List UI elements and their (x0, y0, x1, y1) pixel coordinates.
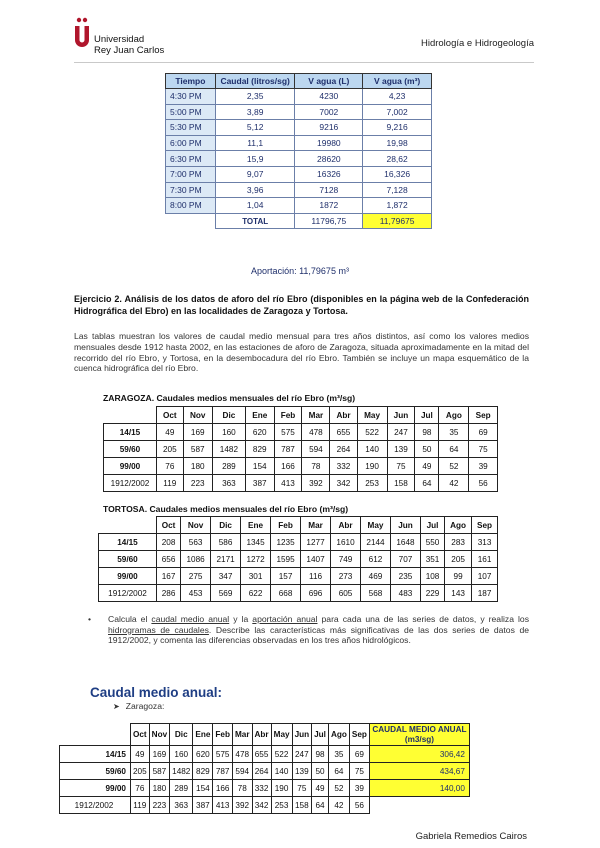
table-cell: 4:30 PM (166, 89, 216, 105)
document-title: Hidrología e Hidrogeología (420, 38, 534, 49)
table-cell: 69 (349, 746, 369, 763)
table-cell: 1,04 (215, 198, 295, 214)
table-cell: 342 (330, 475, 357, 492)
table-row (60, 746, 470, 763)
underlined-term: caudal medio anual (151, 614, 230, 624)
table-cell: 273 (331, 568, 361, 585)
table-cell: 50 (415, 441, 439, 458)
table-row (99, 568, 498, 585)
table-cell: 166 (274, 458, 302, 475)
total-m3: 11,79675 (363, 213, 432, 229)
table-cell: 612 (361, 551, 391, 568)
month-header: Ago (445, 517, 472, 534)
table-cell: 1235 (271, 534, 301, 551)
tortosa-caption: TORTOSA. Caudales medios mensuales del río Ebro (m³/sg) (103, 504, 349, 514)
annual-mean-value: 434,67 (369, 763, 469, 780)
aportacion-text: Aportación: 11,79675 m³ (251, 266, 349, 276)
table-cell: 587 (183, 441, 212, 458)
table-cell: 1,872 (363, 198, 432, 214)
table-cell: 301 (241, 568, 271, 585)
table-cell: 392 (232, 797, 252, 814)
total-row (166, 213, 432, 229)
empty-cell (369, 797, 469, 814)
table-cell: 453 (181, 585, 211, 602)
table-cell: 190 (357, 458, 387, 475)
table-cell: 387 (245, 475, 274, 492)
table-cell: 8:00 PM (166, 198, 216, 214)
table-cell: 1595 (271, 551, 301, 568)
table-cell: 9,07 (215, 166, 295, 182)
month-header: Dic (212, 407, 245, 424)
table-cell: 522 (271, 746, 292, 763)
table-cell: 332 (330, 458, 357, 475)
table-cell: 64 (415, 475, 439, 492)
month-header: Sep (472, 517, 498, 534)
table-cell: 76 (131, 780, 150, 797)
month-header: Ene (245, 407, 274, 424)
table-cell: 78 (232, 780, 252, 797)
row-label: 99/00 (60, 780, 131, 797)
table-cell: 313 (472, 534, 498, 551)
table-cell: 4230 (295, 89, 363, 105)
table-row (166, 89, 432, 105)
table-cell: 42 (328, 797, 349, 814)
sub-item-zaragoza (113, 701, 164, 711)
table-cell: 52 (328, 780, 349, 797)
table-cell: 622 (241, 585, 271, 602)
table-cell: 575 (274, 424, 302, 441)
month-header: Jul (312, 724, 329, 746)
table-cell: 594 (302, 441, 330, 458)
row-label: 14/15 (99, 534, 157, 551)
exercise-title: Ejercicio 2. Análisis de los datos de aforo del río Ebro (disponibles en la página web de la Confederación Hidrográfica del Ebro) en las localidades de Zaragoza y Tortosa. (74, 294, 529, 316)
row-label: 1912/2002 (60, 797, 131, 814)
table-header-row (60, 724, 470, 746)
month-header: Oct (157, 517, 181, 534)
table-cell: 7:00 PM (166, 166, 216, 182)
bullet-text-part: Calcula el (108, 614, 152, 624)
table-cell: 696 (301, 585, 331, 602)
table-cell: 5:00 PM (166, 104, 216, 120)
table-cell: 289 (170, 780, 193, 797)
table-row (99, 551, 498, 568)
table-cell: 569 (211, 585, 241, 602)
table-cell: 169 (149, 746, 169, 763)
month-header: Abr (331, 517, 361, 534)
table-cell: 1482 (212, 441, 245, 458)
month-header: Dic (170, 724, 193, 746)
table-cell: 190 (271, 780, 292, 797)
table-cell: 119 (131, 797, 150, 814)
table-cell: 586 (211, 534, 241, 551)
university-logo-icon (74, 14, 90, 54)
table-cell: 363 (170, 797, 193, 814)
month-header: Sep (349, 724, 369, 746)
table-cell: 342 (252, 797, 271, 814)
table-row (166, 166, 432, 182)
table-cell: 7,002 (363, 104, 432, 120)
bullet-text-part: para cada una de las series de datos, y realiza los (317, 614, 529, 624)
col-header-volume-l: V agua (L) (295, 74, 363, 89)
section-heading: Caudal medio anual: (90, 685, 223, 700)
table-row (166, 182, 432, 198)
table-row (166, 151, 432, 167)
table-row (104, 458, 498, 475)
table-cell: 9216 (295, 120, 363, 136)
row-label: 1912/2002 (99, 585, 157, 602)
table-cell: 140 (271, 763, 292, 780)
row-label: 59/60 (99, 551, 157, 568)
table-cell: 1345 (241, 534, 271, 551)
empty-cell (99, 517, 157, 534)
table-cell: 6:30 PM (166, 151, 216, 167)
table-cell: 235 (391, 568, 421, 585)
table-cell: 161 (472, 551, 498, 568)
table-cell: 4,23 (363, 89, 432, 105)
table-cell: 64 (312, 797, 329, 814)
table-cell: 158 (387, 475, 415, 492)
table-cell: 19,98 (363, 135, 432, 151)
row-label: 59/60 (104, 441, 157, 458)
table-cell: 167 (157, 568, 181, 585)
total-liters: 11796,75 (295, 213, 363, 229)
table-cell: 7:30 PM (166, 182, 216, 198)
table-cell: 39 (349, 780, 369, 797)
col-header-volume-m3: V agua (m³) (363, 74, 432, 89)
table-cell: 205 (131, 763, 150, 780)
row-label: 99/00 (99, 568, 157, 585)
table-cell: 289 (212, 458, 245, 475)
table-cell: 15,9 (215, 151, 295, 167)
table-cell: 6:00 PM (166, 135, 216, 151)
month-header: Oct (131, 724, 150, 746)
exercise-paragraph: Las tablas muestran los valores de caudal medio mensual para tres años distintos, así como los valores medios mensuales desde 1912 hasta 2002, en las estaciones de aforo de Zaragoza, situada aproximadamente en la mitad del recorrido del río Ebro, y Tortosa, en la desembocadura del río Ebro. También se incluye un mapa esquemático de la cuenca hidrográfica del río Ebro. (74, 331, 529, 374)
table-cell: 75 (292, 780, 312, 797)
table-row (104, 475, 498, 492)
table-cell: 7,128 (363, 182, 432, 198)
table-cell: 11,1 (215, 135, 295, 151)
month-header: Ago (328, 724, 349, 746)
bullet-text-part: . Describe las características más significativas de las dos series de datos de 1912/2002, y comenta las diferencias observadas en los tres años hidrológicos. (108, 624, 530, 646)
table-cell: 620 (245, 424, 274, 441)
university-name (94, 34, 164, 56)
table-cell: 154 (245, 458, 274, 475)
table-cell: 392 (302, 475, 330, 492)
table-cell: 223 (149, 797, 169, 814)
table-cell: 28,62 (363, 151, 432, 167)
table-cell: 469 (361, 568, 391, 585)
table-cell: 1482 (170, 763, 193, 780)
row-label: 99/00 (104, 458, 157, 475)
table-cell: 247 (292, 746, 312, 763)
tortosa-table (98, 516, 498, 602)
month-header: Nov (183, 407, 212, 424)
month-header: Mar (301, 517, 331, 534)
table-cell: 157 (271, 568, 301, 585)
table-cell: 1610 (331, 534, 361, 551)
table-cell: 16326 (295, 166, 363, 182)
table-cell: 253 (357, 475, 387, 492)
table-cell: 50 (312, 763, 329, 780)
table-cell: 56 (469, 475, 498, 492)
table-cell: 49 (312, 780, 329, 797)
table-cell: 1407 (301, 551, 331, 568)
table-cell: 42 (439, 475, 469, 492)
table-cell: 668 (271, 585, 301, 602)
table-cell: 180 (183, 458, 212, 475)
month-header: Nov (181, 517, 211, 534)
table-cell: 108 (420, 568, 444, 585)
table-row (104, 441, 498, 458)
table-cell: 16,326 (363, 166, 432, 182)
table-cell: 7002 (295, 104, 363, 120)
flow-measurement-table (165, 73, 432, 229)
table-row (60, 797, 470, 814)
table-cell: 52 (439, 458, 469, 475)
table-cell: 275 (181, 568, 211, 585)
table-cell: 35 (439, 424, 469, 441)
month-header: Ene (193, 724, 213, 746)
table-row (166, 135, 432, 151)
page-header (74, 14, 534, 60)
university-line-1: Universidad (94, 34, 145, 45)
table-cell: 264 (252, 763, 271, 780)
table-cell: 587 (149, 763, 169, 780)
empty-cell (60, 724, 131, 746)
table-cell: 594 (232, 763, 252, 780)
table-cell: 253 (271, 797, 292, 814)
table-cell: 49 (157, 424, 184, 441)
month-header: Feb (213, 724, 233, 746)
zaragoza-caption: ZARAGOZA. Caudales medios mensuales del río Ebro (m³/sg) (103, 393, 356, 403)
table-row (166, 120, 432, 136)
month-header: Feb (274, 407, 302, 424)
table-row (104, 424, 498, 441)
table-cell: 2144 (361, 534, 391, 551)
table-cell: 139 (387, 441, 415, 458)
table-cell: 1872 (295, 198, 363, 214)
table-cell: 247 (387, 424, 415, 441)
underlined-term: hidrogramas de caudales (108, 624, 209, 635)
bullet-text (108, 614, 529, 646)
underlined-term: aportación anual (252, 614, 318, 624)
table-cell: 169 (183, 424, 212, 441)
table-cell: 332 (252, 780, 271, 797)
table-cell: 99 (445, 568, 472, 585)
table-cell: 5,12 (215, 120, 295, 136)
table-cell: 116 (301, 568, 331, 585)
month-header: Sep (469, 407, 498, 424)
table-cell: 387 (193, 797, 213, 814)
total-label: TOTAL (215, 213, 295, 229)
table-cell: 347 (211, 568, 241, 585)
table-cell: 98 (312, 746, 329, 763)
row-label: 1912/2002 (104, 475, 157, 492)
annual-mean-value: 306,42 (369, 746, 469, 763)
table-cell: 1648 (391, 534, 421, 551)
zaragoza-table (103, 406, 498, 492)
table-cell: 49 (415, 458, 439, 475)
table-cell: 208 (157, 534, 181, 551)
sub-item-label: Zaragoza: (125, 701, 165, 711)
table-cell: 223 (183, 475, 212, 492)
empty-cell (104, 407, 157, 424)
month-header: Dic (211, 517, 241, 534)
table-row (60, 780, 470, 797)
table-cell: 3,96 (215, 182, 295, 198)
row-label: 14/15 (60, 746, 131, 763)
table-cell: 655 (252, 746, 271, 763)
table-cell: 75 (349, 763, 369, 780)
table-cell: 575 (213, 746, 233, 763)
table-cell: 35 (328, 746, 349, 763)
footer-author: Gabriela Remedios Cairos (415, 831, 527, 842)
table-cell: 2,35 (215, 89, 295, 105)
row-label: 59/60 (60, 763, 131, 780)
month-header: Nov (149, 724, 169, 746)
table-cell: 656 (157, 551, 181, 568)
table-row (60, 763, 470, 780)
month-header: Ago (439, 407, 469, 424)
month-header: Abr (252, 724, 271, 746)
table-cell: 478 (232, 746, 252, 763)
table-cell: 166 (213, 780, 233, 797)
table-cell: 283 (445, 534, 472, 551)
table-cell: 107 (472, 568, 498, 585)
table-cell: 139 (292, 763, 312, 780)
month-header: May (361, 517, 391, 534)
table-cell: 707 (391, 551, 421, 568)
table-cell: 64 (328, 763, 349, 780)
table-cell: 3,89 (215, 104, 295, 120)
table-cell: 180 (149, 780, 169, 797)
month-header: Ene (241, 517, 271, 534)
table-cell: 568 (361, 585, 391, 602)
table-cell: 749 (331, 551, 361, 568)
table-header-row (166, 74, 432, 89)
table-cell: 478 (302, 424, 330, 441)
task-bullet (88, 614, 530, 646)
table-cell: 119 (157, 475, 184, 492)
table-cell: 187 (472, 585, 498, 602)
table-cell: 64 (439, 441, 469, 458)
table-header-row (104, 407, 498, 424)
empty-cell (166, 213, 216, 229)
table-row (166, 198, 432, 214)
table-cell: 160 (170, 746, 193, 763)
table-cell: 75 (469, 441, 498, 458)
col-header-time: Tiempo (166, 74, 216, 89)
table-cell: 787 (213, 763, 233, 780)
table-cell: 620 (193, 746, 213, 763)
table-row (99, 534, 498, 551)
table-cell: 7128 (295, 182, 363, 198)
table-cell: 69 (469, 424, 498, 441)
row-label: 14/15 (104, 424, 157, 441)
month-header: Jun (387, 407, 415, 424)
month-header: Abr (330, 407, 357, 424)
table-cell: 28620 (295, 151, 363, 167)
bullet-icon: • (88, 614, 92, 624)
table-cell: 205 (157, 441, 184, 458)
month-header: Jul (415, 407, 439, 424)
table-cell: 9,216 (363, 120, 432, 136)
month-header: May (271, 724, 292, 746)
table-cell: 5:30 PM (166, 120, 216, 136)
table-cell: 550 (420, 534, 444, 551)
table-cell: 829 (245, 441, 274, 458)
table-cell: 829 (193, 763, 213, 780)
table-cell: 76 (157, 458, 184, 475)
col-header-flow: Caudal (litros/sg) (215, 74, 295, 89)
table-cell: 39 (469, 458, 498, 475)
month-header: Oct (157, 407, 184, 424)
month-header: Jul (420, 517, 444, 534)
month-header: Feb (271, 517, 301, 534)
table-cell: 19980 (295, 135, 363, 151)
table-row (166, 104, 432, 120)
table-cell: 205 (445, 551, 472, 568)
table-cell: 264 (330, 441, 357, 458)
table-cell: 787 (274, 441, 302, 458)
result-header: CAUDAL MEDIO ANUAL (m3/sg) (369, 724, 469, 746)
table-cell: 154 (193, 780, 213, 797)
table-cell: 140 (357, 441, 387, 458)
table-row (99, 585, 498, 602)
table-cell: 286 (157, 585, 181, 602)
month-header: May (357, 407, 387, 424)
table-cell: 1277 (301, 534, 331, 551)
table-cell: 351 (420, 551, 444, 568)
table-cell: 413 (213, 797, 233, 814)
table-cell: 143 (445, 585, 472, 602)
bullet-text-part: y la (229, 614, 253, 624)
month-header: Jun (292, 724, 312, 746)
header-divider (74, 62, 534, 63)
table-cell: 522 (357, 424, 387, 441)
table-cell: 413 (274, 475, 302, 492)
annual-mean-value: 140,00 (369, 780, 469, 797)
table-cell: 483 (391, 585, 421, 602)
arrow-right-icon: ➤ (113, 702, 120, 711)
table-cell: 655 (330, 424, 357, 441)
table-cell: 363 (212, 475, 245, 492)
table-cell: 158 (292, 797, 312, 814)
table-cell: 2171 (211, 551, 241, 568)
table-cell: 1086 (181, 551, 211, 568)
table-cell: 160 (212, 424, 245, 441)
table-cell: 605 (331, 585, 361, 602)
table-cell: 563 (181, 534, 211, 551)
table-cell: 229 (420, 585, 444, 602)
month-header: Jun (391, 517, 421, 534)
university-line-2: Rey Juan Carlos (94, 45, 165, 56)
table-cell: 98 (415, 424, 439, 441)
month-header: Mar (302, 407, 330, 424)
month-header: Mar (232, 724, 252, 746)
table-cell: 78 (302, 458, 330, 475)
annual-flow-table (59, 723, 470, 814)
table-cell: 1272 (241, 551, 271, 568)
table-cell: 56 (349, 797, 369, 814)
table-cell: 75 (387, 458, 415, 475)
table-cell: 49 (131, 746, 150, 763)
table-header-row (99, 517, 498, 534)
